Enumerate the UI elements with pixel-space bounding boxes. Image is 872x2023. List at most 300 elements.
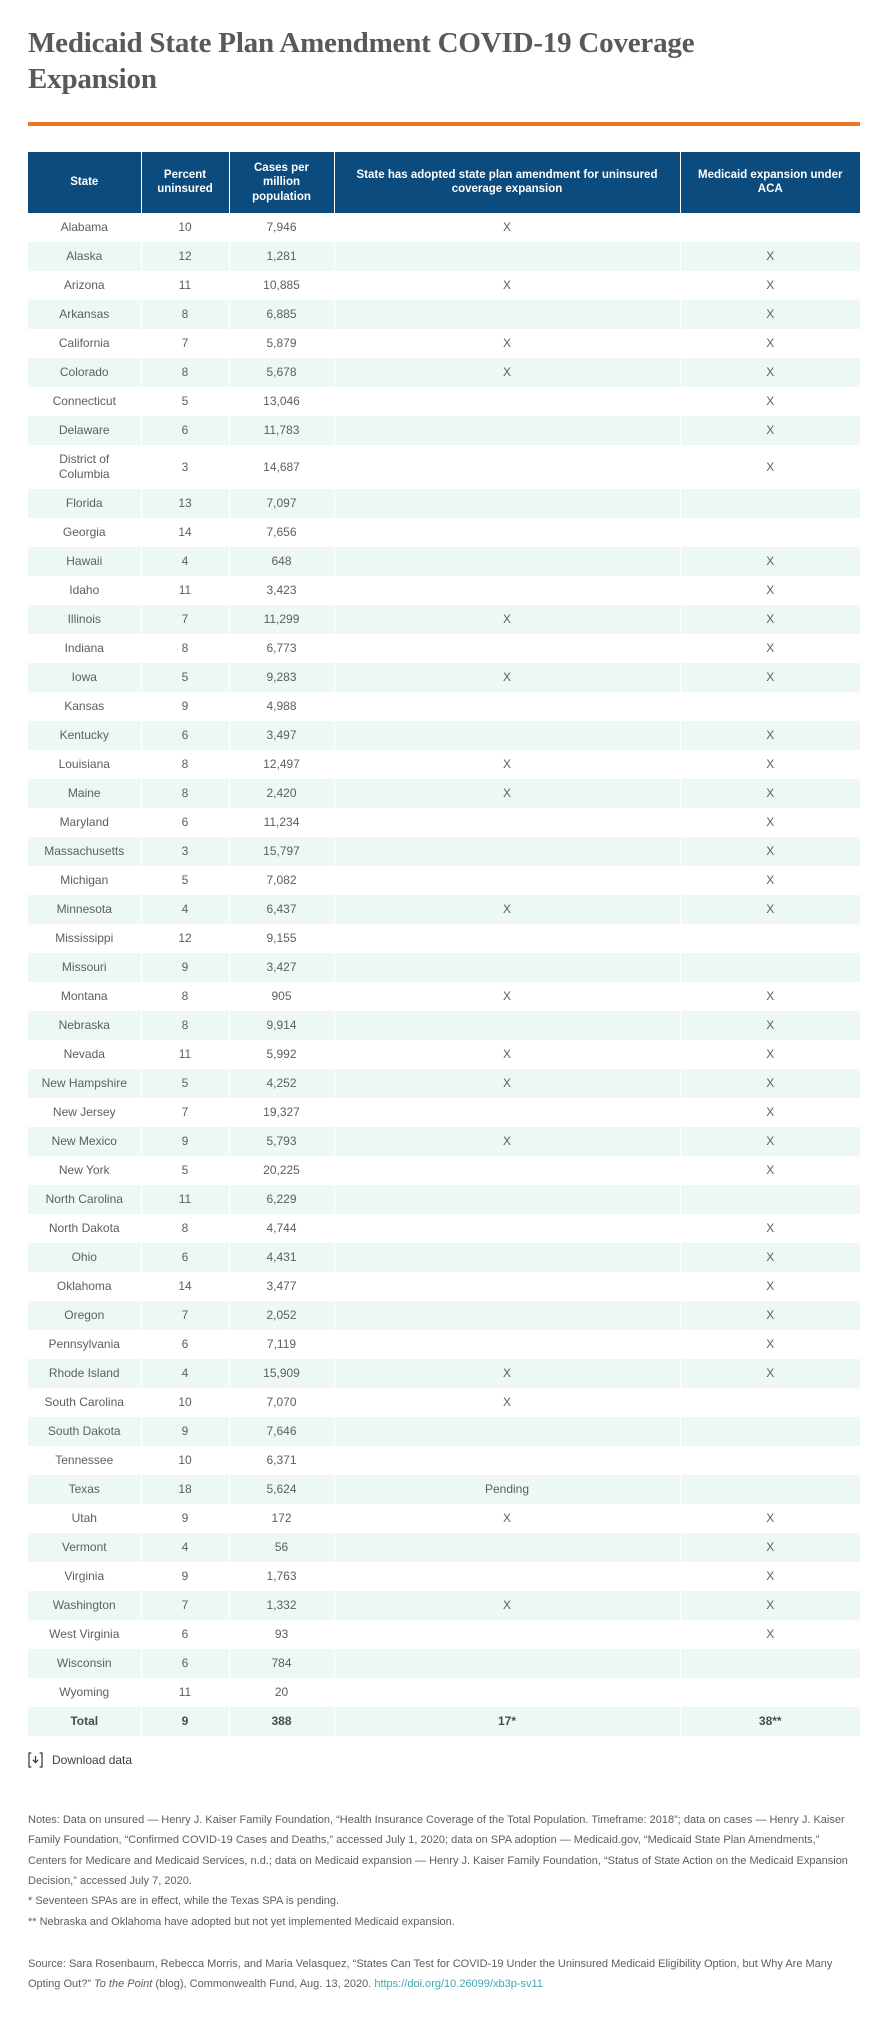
cell-state: Delaware xyxy=(28,416,141,445)
cell-state: Utah xyxy=(28,1504,141,1533)
cell-medicaid-expansion: X xyxy=(766,1627,775,1642)
cell-medicaid-expansion: X xyxy=(680,1533,860,1562)
cell-state: Michigan xyxy=(28,866,141,895)
cell-cases-per-million: 4,431 xyxy=(229,1243,334,1272)
cell-spa-adopted: X xyxy=(334,895,680,924)
cell-state: Louisiana xyxy=(28,750,141,779)
source-lead-text: Source: Sara Rosenbaum, Rebecca Morris, and Maria Velasquez, “States Can Test for COVID-19 Under the Uninsured Medicaid Eligibility Option, but Why Are Many Opting Out?” xyxy=(28,1958,833,1991)
total-cell-cases-per-million: 388 xyxy=(229,1707,334,1736)
cell-percent-uninsured: 3 xyxy=(141,837,229,866)
cell-state: Oregon xyxy=(28,1301,141,1330)
table-row xyxy=(28,576,860,605)
download-icon xyxy=(28,1752,43,1768)
cell-percent-uninsured: 7 xyxy=(141,605,229,634)
cell-state: New Hampshire xyxy=(28,1069,141,1098)
cell-medicaid-expansion xyxy=(680,518,860,547)
cell-state: Montana xyxy=(28,982,141,1011)
cell-spa-adopted xyxy=(334,1272,680,1301)
cell-cases-per-million: 4,988 xyxy=(229,692,334,721)
cell-percent-uninsured: 14 xyxy=(141,518,229,547)
cell-percent-uninsured: 4 xyxy=(141,1533,229,1562)
cell-spa-adopted xyxy=(334,692,680,721)
source-tail-text: (blog), Commonwealth Fund, Aug. 13, 2020. xyxy=(152,1978,375,1991)
cell-medicaid-expansion: X xyxy=(680,605,860,634)
table-row xyxy=(28,1301,860,1330)
cell-percent-uninsured: 8 xyxy=(141,300,229,329)
cell-cases-per-million: 20 xyxy=(229,1678,334,1707)
cell-state: Texas xyxy=(28,1475,141,1504)
table-row xyxy=(28,1098,860,1127)
cell-spa-adopted xyxy=(334,1562,680,1591)
cell-percent-uninsured: 9 xyxy=(141,692,229,721)
cell-cases-per-million: 10,885 xyxy=(229,271,334,300)
cell-spa-adopted xyxy=(334,1533,680,1562)
cell-spa-adopted: X xyxy=(334,1504,680,1533)
table-row xyxy=(28,547,860,576)
table-row xyxy=(28,982,860,1011)
cell-cases-per-million: 7,082 xyxy=(229,866,334,895)
cell-percent-uninsured: 6 xyxy=(141,808,229,837)
cell-state: Minnesota xyxy=(28,895,141,924)
table-row xyxy=(28,1533,860,1562)
cell-percent-uninsured: 14 xyxy=(141,1272,229,1301)
table-row xyxy=(28,1475,860,1504)
cell-spa-adopted xyxy=(334,1098,680,1127)
cell-percent-uninsured: 7 xyxy=(141,1098,229,1127)
cell-spa-adopted xyxy=(334,1156,680,1185)
cell-medicaid-expansion: X xyxy=(680,721,860,750)
cell-percent-uninsured: 9 xyxy=(141,1562,229,1591)
source-publication-name: To the Point xyxy=(94,1978,153,1991)
cell-spa-adopted xyxy=(334,1243,680,1272)
cell-medicaid-expansion xyxy=(680,924,860,953)
table-row xyxy=(28,445,860,489)
table-row xyxy=(28,242,860,271)
cell-percent-uninsured: 9 xyxy=(141,1417,229,1446)
cell-spa-adopted xyxy=(334,721,680,750)
cell-state: North Dakota xyxy=(28,1214,141,1243)
table-row xyxy=(28,808,860,837)
cell-spa-adopted: X xyxy=(334,358,680,387)
table-row xyxy=(28,1185,860,1214)
cell-percent-uninsured: 8 xyxy=(141,1011,229,1040)
cell-cases-per-million: 6,437 xyxy=(229,895,334,924)
cell-medicaid-expansion: X xyxy=(680,895,860,924)
cell-percent-uninsured: 18 xyxy=(141,1475,229,1504)
cell-cases-per-million: 15,909 xyxy=(229,1359,334,1388)
cell-percent-uninsured: 10 xyxy=(141,1446,229,1475)
cell-cases-per-million: 11,299 xyxy=(229,605,334,634)
footnote-single-asterisk: * Seventeen SPAs are in effect, while the Texas SPA is pending. xyxy=(28,1895,340,1908)
cell-cases-per-million: 7,646 xyxy=(229,1417,334,1446)
cell-percent-uninsured: 10 xyxy=(141,213,229,242)
source-block xyxy=(28,1954,854,1995)
cell-percent-uninsured: 7 xyxy=(141,1301,229,1330)
cell-medicaid-expansion xyxy=(680,953,860,982)
table-row xyxy=(28,1069,860,1098)
cell-state: Maine xyxy=(28,779,141,808)
cell-medicaid-expansion: X xyxy=(766,757,775,772)
cell-state: Iowa xyxy=(28,663,141,692)
total-cell-percent-uninsured: 9 xyxy=(141,1707,229,1736)
cell-cases-per-million: 2,420 xyxy=(229,779,334,808)
cell-spa-adopted: X xyxy=(334,1359,680,1388)
table-row xyxy=(28,1011,860,1040)
table-row xyxy=(28,750,860,779)
cell-state: Ohio xyxy=(28,1243,141,1272)
cell-state: Massachusetts xyxy=(28,837,141,866)
cell-spa-adopted xyxy=(334,1446,680,1475)
cell-medicaid-expansion xyxy=(680,213,860,242)
cell-state: Tennessee xyxy=(28,1446,141,1475)
table-row xyxy=(28,1504,860,1533)
cell-medicaid-expansion xyxy=(680,1185,860,1214)
cell-medicaid-expansion: X xyxy=(766,1337,775,1352)
cell-cases-per-million: 56 xyxy=(229,1533,334,1562)
table-row xyxy=(28,387,860,416)
cell-spa-adopted: X xyxy=(334,750,680,779)
cell-cases-per-million: 9,914 xyxy=(229,1011,334,1040)
cell-medicaid-expansion: X xyxy=(766,459,775,474)
cell-medicaid-expansion xyxy=(680,1475,860,1504)
table-row xyxy=(28,866,860,895)
table-row xyxy=(28,358,860,387)
table-row xyxy=(28,634,860,663)
cell-state: Connecticut xyxy=(28,387,141,416)
cell-percent-uninsured: 8 xyxy=(141,750,229,779)
cell-medicaid-expansion: X xyxy=(680,1301,860,1330)
cell-spa-adopted xyxy=(334,576,680,605)
cell-medicaid-expansion: X xyxy=(766,1569,775,1584)
cell-percent-uninsured: 11 xyxy=(141,1040,229,1069)
cell-state: South Dakota xyxy=(28,1417,141,1446)
cell-state: Oklahoma xyxy=(28,1272,141,1301)
table-row xyxy=(28,1678,860,1707)
cell-state: Rhode Island xyxy=(28,1359,141,1388)
cell-cases-per-million: 7,119 xyxy=(229,1330,334,1359)
cell-spa-adopted: X xyxy=(334,271,680,300)
cell-state: Hawaii xyxy=(28,547,141,576)
column-header-medicaid-expansion: Medicaid expansion under ACA xyxy=(680,152,860,213)
cell-cases-per-million: 12,497 xyxy=(229,750,334,779)
cell-state: New Mexico xyxy=(28,1127,141,1156)
cell-spa-adopted: X xyxy=(334,605,680,634)
cell-state: Florida xyxy=(28,489,141,518)
cell-cases-per-million: 6,885 xyxy=(229,300,334,329)
cell-cases-per-million: 11,234 xyxy=(229,808,334,837)
cell-cases-per-million: 3,423 xyxy=(229,576,334,605)
cell-state: Alaska xyxy=(28,242,141,271)
cell-state: New York xyxy=(28,1156,141,1185)
cell-percent-uninsured: 5 xyxy=(141,1069,229,1098)
cell-cases-per-million: 93 xyxy=(229,1620,334,1649)
cell-state: District of Columbia xyxy=(28,445,141,489)
cell-percent-uninsured: 6 xyxy=(141,416,229,445)
state-plan-amendment-table xyxy=(28,152,860,1736)
cell-cases-per-million: 7,097 xyxy=(229,489,334,518)
cell-cases-per-million: 5,879 xyxy=(229,329,334,358)
cell-spa-adopted xyxy=(334,1301,680,1330)
total-cell-state: Total xyxy=(28,1707,141,1736)
column-header-percent-uninsured: Percent uninsured xyxy=(141,152,229,213)
cell-state: Washington xyxy=(28,1591,141,1620)
cell-spa-adopted xyxy=(334,547,680,576)
cell-medicaid-expansion: X xyxy=(766,873,775,888)
cell-state: Alabama xyxy=(28,213,141,242)
cell-state: Colorado xyxy=(28,358,141,387)
cell-spa-adopted: X xyxy=(334,213,680,242)
cell-state: Wyoming xyxy=(28,1678,141,1707)
cell-medicaid-expansion xyxy=(680,1678,860,1707)
cell-state: Mississippi xyxy=(28,924,141,953)
cell-percent-uninsured: 8 xyxy=(141,1214,229,1243)
table-row xyxy=(28,1562,860,1591)
cell-spa-adopted xyxy=(334,924,680,953)
cell-medicaid-expansion xyxy=(680,1388,860,1417)
table-row xyxy=(28,518,860,547)
total-cell-medicaid-expansion: 38** xyxy=(680,1707,860,1736)
cell-spa-adopted: X xyxy=(334,1591,680,1620)
cell-cases-per-million: 9,283 xyxy=(229,663,334,692)
cell-percent-uninsured: 6 xyxy=(141,1243,229,1272)
table-row xyxy=(28,895,860,924)
cell-percent-uninsured: 12 xyxy=(141,242,229,271)
cell-cases-per-million: 5,678 xyxy=(229,358,334,387)
table-row xyxy=(28,1446,860,1475)
cell-spa-adopted: Pending xyxy=(334,1475,680,1504)
table-row xyxy=(28,837,860,866)
cell-medicaid-expansion: X xyxy=(766,336,775,351)
cell-spa-adopted xyxy=(334,1417,680,1446)
cell-spa-adopted: X xyxy=(334,1069,680,1098)
cell-state: Indiana xyxy=(28,634,141,663)
cell-percent-uninsured: 3 xyxy=(141,445,229,489)
table-row xyxy=(28,489,860,518)
footnote-double-asterisk: ** Nebraska and Oklahoma have adopted but not yet implemented Medicaid expansion. xyxy=(28,1915,455,1928)
cell-medicaid-expansion: X xyxy=(766,1105,775,1120)
table-row xyxy=(28,924,860,953)
cell-spa-adopted xyxy=(334,489,680,518)
cell-state: Vermont xyxy=(28,1533,141,1562)
cell-cases-per-million: 3,427 xyxy=(229,953,334,982)
table-body xyxy=(28,213,860,1736)
cell-state: North Carolina xyxy=(28,1185,141,1214)
cell-state: West Virginia xyxy=(28,1620,141,1649)
cell-medicaid-expansion: X xyxy=(766,1511,775,1526)
cell-percent-uninsured: 8 xyxy=(141,779,229,808)
cell-cases-per-million: 6,371 xyxy=(229,1446,334,1475)
table-row xyxy=(28,605,860,634)
table-header-row xyxy=(28,152,860,213)
cell-percent-uninsured: 9 xyxy=(141,953,229,982)
cell-state: Kansas xyxy=(28,692,141,721)
notes-block xyxy=(28,1810,854,1932)
download-data-label: Download data xyxy=(52,1753,133,1768)
cell-medicaid-expansion: X xyxy=(766,1221,775,1236)
cell-percent-uninsured: 13 xyxy=(141,489,229,518)
cell-medicaid-expansion: X xyxy=(680,300,860,329)
cell-percent-uninsured: 4 xyxy=(141,1359,229,1388)
cell-spa-adopted: X xyxy=(334,1040,680,1069)
cell-state: Maryland xyxy=(28,808,141,837)
column-header-cases-per-million: Cases per million population xyxy=(229,152,334,213)
cell-percent-uninsured: 11 xyxy=(141,576,229,605)
cell-cases-per-million: 1,763 xyxy=(229,1562,334,1591)
cell-state: Nevada xyxy=(28,1040,141,1069)
table-row xyxy=(28,1330,860,1359)
cell-state: New Jersey xyxy=(28,1098,141,1127)
cell-percent-uninsured: 8 xyxy=(141,982,229,1011)
table-row xyxy=(28,271,860,300)
table-row xyxy=(28,1359,860,1388)
cell-cases-per-million: 7,946 xyxy=(229,213,334,242)
cell-percent-uninsured: 6 xyxy=(141,1649,229,1678)
table-row xyxy=(28,213,860,242)
cell-medicaid-expansion: X xyxy=(680,358,860,387)
cell-medicaid-expansion: X xyxy=(680,663,860,692)
cell-percent-uninsured: 10 xyxy=(141,1388,229,1417)
column-header-state: State xyxy=(28,152,141,213)
table-row xyxy=(28,692,860,721)
accent-rule xyxy=(28,122,860,126)
cell-cases-per-million: 784 xyxy=(229,1649,334,1678)
table-row xyxy=(28,1417,860,1446)
cell-medicaid-expansion: X xyxy=(766,394,775,409)
cell-cases-per-million: 1,332 xyxy=(229,1591,334,1620)
table-row xyxy=(28,953,860,982)
cell-medicaid-expansion: X xyxy=(680,1591,860,1620)
cell-state: Pennsylvania xyxy=(28,1330,141,1359)
cell-spa-adopted xyxy=(334,808,680,837)
cell-cases-per-million: 15,797 xyxy=(229,837,334,866)
download-data-button[interactable] xyxy=(28,1752,132,1768)
cell-percent-uninsured: 9 xyxy=(141,1504,229,1533)
table-row xyxy=(28,1243,860,1272)
table-row xyxy=(28,779,860,808)
cell-spa-adopted xyxy=(334,416,680,445)
cell-medicaid-expansion: X xyxy=(766,1279,775,1294)
cell-medicaid-expansion: X xyxy=(680,1359,860,1388)
cell-percent-uninsured: 6 xyxy=(141,1620,229,1649)
cell-percent-uninsured: 11 xyxy=(141,1185,229,1214)
cell-percent-uninsured: 5 xyxy=(141,387,229,416)
table-row xyxy=(28,1649,860,1678)
cell-medicaid-expansion: X xyxy=(766,278,775,293)
cell-spa-adopted xyxy=(334,1330,680,1359)
cell-state: Wisconsin xyxy=(28,1649,141,1678)
cell-spa-adopted xyxy=(334,837,680,866)
cell-medicaid-expansion: X xyxy=(766,641,775,656)
cell-state: Illinois xyxy=(28,605,141,634)
cell-percent-uninsured: 8 xyxy=(141,358,229,387)
cell-percent-uninsured: 5 xyxy=(141,1156,229,1185)
cell-percent-uninsured: 7 xyxy=(141,1591,229,1620)
cell-cases-per-million: 9,155 xyxy=(229,924,334,953)
cell-percent-uninsured: 7 xyxy=(141,329,229,358)
cell-cases-per-million: 13,046 xyxy=(229,387,334,416)
cell-cases-per-million: 172 xyxy=(229,1504,334,1533)
cell-spa-adopted xyxy=(334,1011,680,1040)
cell-state: Idaho xyxy=(28,576,141,605)
cell-spa-adopted: X xyxy=(334,1388,680,1417)
table-row xyxy=(28,329,860,358)
cell-medicaid-expansion: X xyxy=(766,815,775,830)
cell-cases-per-million: 648 xyxy=(229,547,334,576)
table-total-row xyxy=(28,1707,860,1736)
cell-percent-uninsured: 4 xyxy=(141,895,229,924)
table-row xyxy=(28,663,860,692)
cell-medicaid-expansion xyxy=(680,692,860,721)
cell-spa-adopted xyxy=(334,445,680,489)
data-table-container xyxy=(28,152,860,1736)
cell-medicaid-expansion: X xyxy=(680,1069,860,1098)
cell-cases-per-million: 4,252 xyxy=(229,1069,334,1098)
cell-state: Arkansas xyxy=(28,300,141,329)
cell-state: Kentucky xyxy=(28,721,141,750)
cell-percent-uninsured: 11 xyxy=(141,1678,229,1707)
cell-cases-per-million: 5,992 xyxy=(229,1040,334,1069)
cell-medicaid-expansion: X xyxy=(680,416,860,445)
cell-cases-per-million: 3,477 xyxy=(229,1272,334,1301)
cell-spa-adopted xyxy=(334,866,680,895)
cell-cases-per-million: 19,327 xyxy=(229,1098,334,1127)
cell-percent-uninsured: 4 xyxy=(141,547,229,576)
cell-cases-per-million: 5,793 xyxy=(229,1127,334,1156)
cell-medicaid-expansion xyxy=(680,489,860,518)
cell-spa-adopted xyxy=(334,1620,680,1649)
cell-medicaid-expansion xyxy=(680,1649,860,1678)
cell-spa-adopted xyxy=(334,300,680,329)
cell-spa-adopted xyxy=(334,1185,680,1214)
cell-percent-uninsured: 11 xyxy=(141,271,229,300)
cell-cases-per-million: 14,687 xyxy=(229,445,334,489)
table-row xyxy=(28,1591,860,1620)
cell-spa-adopted xyxy=(334,242,680,271)
cell-percent-uninsured: 5 xyxy=(141,866,229,895)
cell-state: South Carolina xyxy=(28,1388,141,1417)
cell-cases-per-million: 11,783 xyxy=(229,416,334,445)
cell-percent-uninsured: 6 xyxy=(141,1330,229,1359)
cell-percent-uninsured: 9 xyxy=(141,1127,229,1156)
page-title: Medicaid State Plan Amendment COVID-19 Coverage Expansion xyxy=(28,27,695,95)
cell-spa-adopted: X xyxy=(334,329,680,358)
cell-medicaid-expansion: X xyxy=(680,547,860,576)
cell-cases-per-million: 6,773 xyxy=(229,634,334,663)
cell-state: Georgia xyxy=(28,518,141,547)
cell-medicaid-expansion: X xyxy=(680,1011,860,1040)
table-header xyxy=(28,152,860,213)
cell-spa-adopted xyxy=(334,634,680,663)
cell-medicaid-expansion: X xyxy=(680,1243,860,1272)
cell-cases-per-million: 7,070 xyxy=(229,1388,334,1417)
cell-state: Arizona xyxy=(28,271,141,300)
notes-body: Notes: Data on unsured — Henry J. Kaiser Family Foundation, “Health Insurance Coverage of the Total Population. Timeframe: 2018”; data on cases — Henry J. Kaiser Family Foundation, “Confirmed COVID-19 Cases and Deaths,” accessed July 1, 2020; data on SPA adoption — Medicaid.gov, “Medicaid State Plan Amendments,” Centers for Medicare and Medicaid Services, n.d.; data on Medicaid expansion — Henry J. Kaiser Family Foundation, “Status of State Action on the Medicaid Expansion Decision,” accessed July 7, 2020. xyxy=(28,1814,848,1888)
cell-medicaid-expansion: X xyxy=(680,837,860,866)
cell-cases-per-million: 3,497 xyxy=(229,721,334,750)
cell-spa-adopted xyxy=(334,1649,680,1678)
cell-medicaid-expansion: X xyxy=(766,989,775,1004)
cell-state: Virginia xyxy=(28,1562,141,1591)
table-row xyxy=(28,1620,860,1649)
cell-spa-adopted xyxy=(334,518,680,547)
cell-cases-per-million: 20,225 xyxy=(229,1156,334,1185)
source-doi-link[interactable]: https://doi.org/10.26099/xb3p-sv11 xyxy=(374,1978,543,1991)
cell-cases-per-million: 4,744 xyxy=(229,1214,334,1243)
table-row xyxy=(28,1156,860,1185)
table-row xyxy=(28,1214,860,1243)
total-cell-spa-adopted: 17* xyxy=(334,1707,680,1736)
cell-state: California xyxy=(28,329,141,358)
